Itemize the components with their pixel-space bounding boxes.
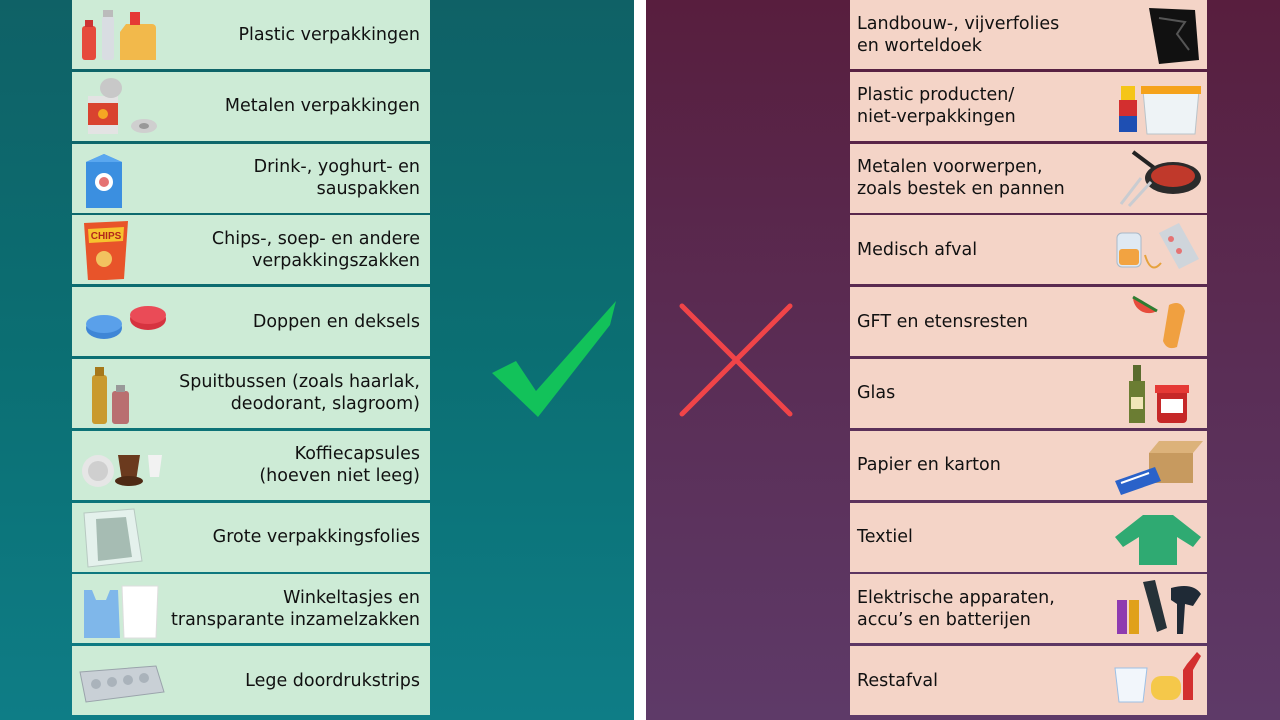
chips-bag-icon — [76, 219, 166, 280]
coffee-capsule-icon — [76, 435, 166, 496]
allowed-item-label: Plastic verpakkingen — [238, 24, 420, 45]
allowed-item — [72, 287, 430, 356]
medical-waste-icon — [1113, 219, 1203, 280]
plastic-bag-icon — [76, 578, 166, 639]
drink-carton-icon — [76, 148, 166, 209]
allowed-item — [72, 431, 430, 500]
not-allowed-item-label: Landbouw-, vijverfolies en worteldoek — [857, 13, 1060, 56]
not-allowed-item-label: GFT en etensresten — [857, 311, 1029, 332]
bottle-caps-icon — [76, 291, 166, 352]
allowed-item — [72, 0, 430, 69]
allowed-item — [72, 646, 430, 715]
sweater-icon — [1113, 507, 1203, 568]
allowed-item — [72, 359, 430, 428]
allowed-item-label: Chips-, soep- en andere verpakkingszakken — [211, 228, 420, 271]
not-allowed-item-label: Restafval — [857, 670, 938, 691]
allowed-item — [72, 215, 430, 284]
not-allowed-item-label: Medisch afval — [857, 239, 978, 260]
allowed-item — [72, 574, 430, 643]
tin-can-icon — [76, 76, 166, 137]
not-allowed-item — [850, 72, 1207, 141]
glass-bottle-icon — [1113, 363, 1203, 424]
black-foil-icon — [1113, 4, 1203, 65]
not-allowed-item — [850, 359, 1207, 428]
batteries-icon — [1113, 578, 1203, 639]
not-allowed-item-label: Metalen voorwerpen, zoals bestek en pannen — [857, 157, 1065, 200]
not-allowed-item — [850, 0, 1207, 69]
cardboard-box-icon — [1113, 435, 1203, 496]
not-allowed-item-label: Elektrische apparaten, accu’s en batterijen — [857, 587, 1055, 630]
not-allowed-item — [850, 646, 1207, 715]
plastic-film-icon — [76, 507, 166, 568]
allowed-item-label: Drink-, yoghurt- en sauspakken — [253, 157, 420, 200]
allowed-item-label: Metalen verpakkingen — [224, 96, 420, 117]
allowed-list — [72, 0, 430, 718]
not-allowed-item-label: Textiel — [857, 527, 913, 548]
not-allowed-item — [850, 215, 1207, 284]
allowed-item — [72, 72, 430, 141]
not-allowed-item — [850, 431, 1207, 500]
pan-and-cutlery-icon — [1113, 148, 1203, 209]
diaper-sponge-icon — [1113, 650, 1203, 711]
not-allowed-item-label: Glas — [857, 383, 896, 404]
allowed-item-label: Koffiecapsules (hoeven niet leeg) — [259, 444, 420, 487]
not-allowed-item-label: Plastic producten/ niet-verpakkingen — [857, 85, 1016, 128]
check-icon — [486, 295, 622, 423]
toy-and-box-icon — [1113, 76, 1203, 137]
not-allowed-list — [850, 0, 1207, 718]
allowed-item-label: Spuitbussen (zoals haarlak, deodorant, slagroom) — [179, 372, 420, 415]
allowed-item — [72, 503, 430, 572]
allowed-item-label: Lege doordrukstrips — [245, 670, 420, 691]
not-allowed-item — [850, 574, 1207, 643]
chips-bag-text: CHIPS — [90, 231, 122, 243]
not-allowed-item — [850, 287, 1207, 356]
not-allowed-item — [850, 503, 1207, 572]
not-allowed-item-label: Papier en karton — [857, 455, 1001, 476]
spray-can-icon — [76, 363, 166, 424]
cross-icon — [676, 300, 796, 420]
plastic-bottles-icon — [76, 4, 166, 65]
allowed-item — [72, 144, 430, 213]
food-scraps-icon — [1113, 291, 1203, 352]
allowed-item-label: Grote verpakkingsfolies — [212, 527, 420, 548]
allowed-item-label: Doppen en deksels — [252, 311, 420, 332]
allowed-item-label: Winkeltasjes en transparante inzamelzakken — [171, 587, 420, 630]
not-allowed-item — [850, 144, 1207, 213]
blister-pack-icon — [76, 650, 166, 711]
